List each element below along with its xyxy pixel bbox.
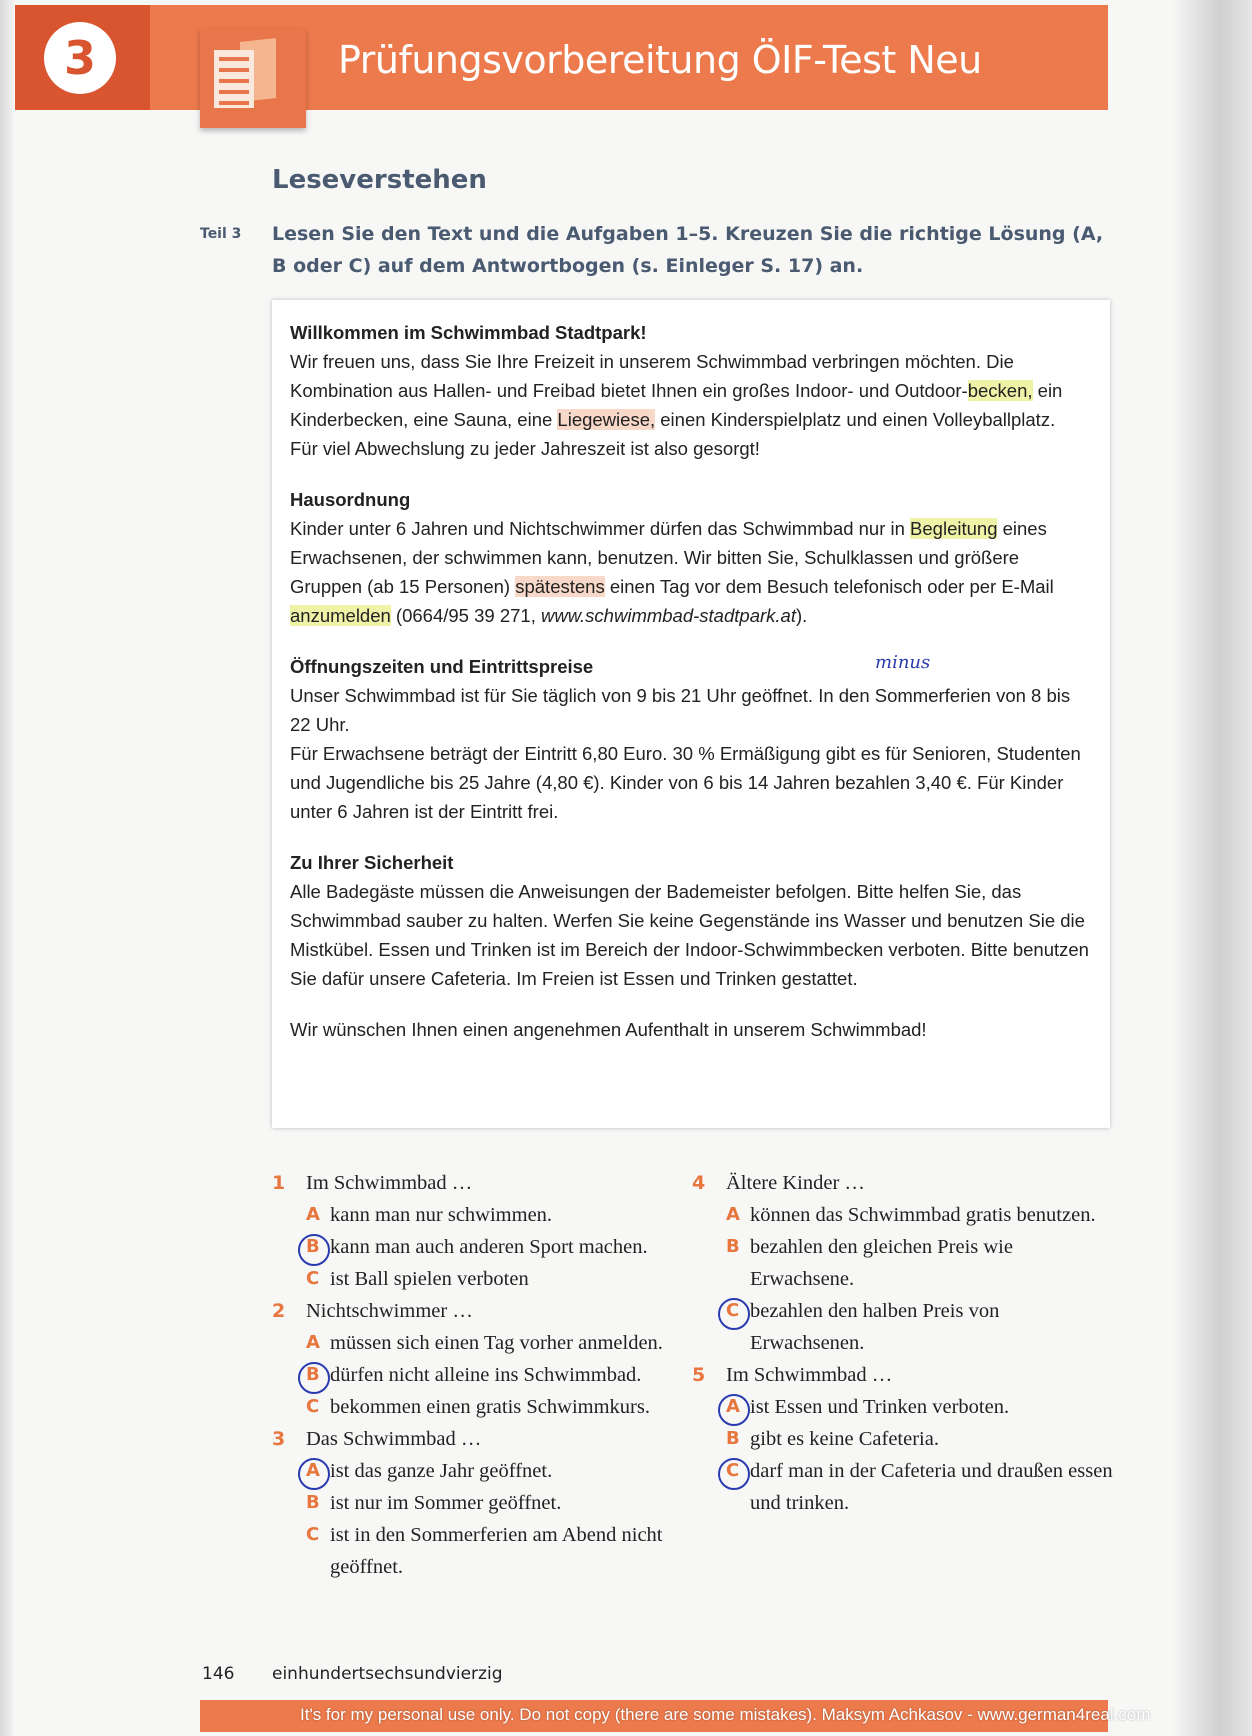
answer-text: ist Ball spielen verboten <box>330 1268 529 1290</box>
circled-answer-letter: C <box>726 1295 739 1327</box>
question-number: 2 <box>272 1300 286 1322</box>
circled-answer-letter: A <box>726 1391 740 1423</box>
answer-option[interactable] <box>306 1199 686 1231</box>
answer-text: kann man nur schwimmen. <box>330 1204 553 1226</box>
question-number: 5 <box>692 1364 706 1386</box>
questions-column-right <box>692 1167 1116 1519</box>
text-heading: Zu Ihrer Sicherheit <box>290 852 454 873</box>
answer-text: ist Essen und Trinken verboten. <box>750 1396 1010 1418</box>
answer-letter: B <box>306 1492 320 1513</box>
answer-letter: B <box>726 1236 740 1257</box>
answer-option[interactable] <box>306 1231 686 1263</box>
question-number: 3 <box>272 1428 286 1450</box>
answer-letter: C <box>306 1396 320 1417</box>
answer-text: können das Schwimmbad gratis benutzen. <box>750 1204 1096 1226</box>
question-stem: Ältere Kinder … <box>726 1172 865 1194</box>
answer-option[interactable] <box>306 1359 686 1391</box>
answer-text: bezahlen den gleichen Preis wie Erwachsene. <box>750 1236 1013 1290</box>
answer-text: bekommen einen gratis Schwimmkurs. <box>330 1396 650 1418</box>
question-item <box>692 1167 1116 1359</box>
circled-answer-letter: A <box>306 1455 320 1487</box>
chapter-number: 3 <box>44 22 116 94</box>
answer-letter: B <box>726 1428 740 1449</box>
checklist-icon <box>200 28 306 128</box>
answer-option[interactable] <box>726 1199 1116 1231</box>
question-item <box>272 1295 686 1423</box>
answer-text: ist in den Sommerferien am Abend nicht geöffnet. <box>330 1524 663 1578</box>
page-number: 146 <box>202 1664 235 1684</box>
page-gutter-shadow <box>1172 0 1252 1736</box>
section-title: Leseverstehen <box>272 165 487 195</box>
part-label: Teil 3 <box>200 226 242 242</box>
answer-text: darf man in der Cafeteria und draußen essen und trinken. <box>750 1460 1113 1514</box>
answer-letter: C <box>306 1524 320 1545</box>
answer-option[interactable] <box>306 1327 686 1359</box>
paragraph: Wir wünschen Ihnen einen angenehmen Aufenthalt in unserem Schwimmbad! <box>290 1019 927 1040</box>
question-stem: Das Schwimmbad … <box>306 1428 482 1450</box>
answer-option[interactable] <box>306 1391 686 1423</box>
answer-option[interactable] <box>726 1455 1116 1519</box>
answer-option[interactable] <box>726 1295 1116 1359</box>
question-stem: Im Schwimmbad … <box>306 1172 473 1194</box>
page-title: Prüfungsvorbereitung ÖIF-Test Neu <box>338 38 982 82</box>
answer-option[interactable] <box>726 1423 1116 1455</box>
page-edge <box>0 0 14 1736</box>
answer-option[interactable] <box>726 1391 1116 1423</box>
answer-text: dürfen nicht alleine ins Schwimmbad. <box>330 1364 642 1386</box>
answer-text: müssen sich einen Tag vorher anmelden. <box>330 1332 663 1354</box>
paragraph: Unser Schwimmbad ist für Sie täglich von 9 bis 21 Uhr geöffnet. In den Sommerferien von 8 bis 22 Uhr. Für Erwachsene beträgt der Eintritt 6,80 Euro. 30 % Ermäßigung gibt es für Senioren, Studenten und Jugendliche bis 25 Jahre (4,80 €). Kinder von 6 bis 14 Jahren bezahlen 3,40 €. Für Kinder unter 6 Jahren ist der Eintritt frei. <box>290 685 1081 822</box>
answer-text: bezahlen den halben Preis von Erwachsenen. <box>750 1300 1000 1354</box>
answer-option[interactable] <box>306 1455 686 1487</box>
answer-letter: C <box>306 1268 320 1289</box>
answer-option[interactable] <box>306 1487 686 1519</box>
circled-answer-letter: B <box>306 1359 320 1391</box>
question-stem: Nichtschwimmer … <box>306 1300 473 1322</box>
answer-option[interactable] <box>306 1519 686 1583</box>
watermark-text: It's for my personal use only. Do not copy (there are some mistakes). Maksym Achkasov - www.german4real.com <box>300 1705 1151 1724</box>
question-number: 4 <box>692 1172 706 1194</box>
answer-option[interactable] <box>306 1263 686 1295</box>
answer-letter: A <box>306 1204 320 1225</box>
paragraph: Alle Badegäste müssen die Anweisungen der Bademeister befolgen. Bitte helfen Sie, das Schwimmbad sauber zu halten. Werfen Sie keine Gegenstände ins Wasser und benutzen Sie die Mistkübel. Essen und Trinken ist im Bereich der Indoor-Schwimmbecken verboten. Bitte benutzen Sie dafür unsere Cafeteria. Im Freien ist Essen und Trinken gestattet. <box>290 881 1089 989</box>
paragraph: Kinder unter 6 Jahren und Nichtschwimmer dürfen das Schwimmbad nur in Begleitung eines Erwachsenen, der schwimmen kann, benutzen. Wir bitten Sie, Schulklassen und größere Gruppen (ab 15 Personen) spätestens einen Tag vor dem Besuch telefonisch oder per E-Mail anzumelden (0664/95 39 271, www.schwimmbad-stadtpark.at). <box>290 518 1054 626</box>
text-heading: Willkommen im Schwimmbad Stadtpark! <box>290 322 647 343</box>
instruction: Lesen Sie den Text und die Aufgaben 1–5. Kreuzen Sie die richtige Lösung (A, B oder C) auf dem Antwortbogen (s. Einleger S. 17) an. <box>272 223 1104 277</box>
website-link: www.schwimmbad-stadtpark.at <box>540 605 796 626</box>
question-item <box>692 1359 1116 1519</box>
question-item <box>272 1423 686 1583</box>
text-heading: Hausordnung <box>290 489 411 510</box>
answer-text: ist nur im Sommer geöffnet. <box>330 1492 562 1514</box>
answer-letter: A <box>306 1332 320 1353</box>
handwritten-note: minus <box>875 652 931 673</box>
answer-option[interactable] <box>726 1231 1116 1295</box>
circled-answer-letter: C <box>726 1455 739 1487</box>
questions-column-left <box>272 1167 686 1583</box>
circled-answer-letter: B <box>306 1231 320 1263</box>
answer-text: ist das ganze Jahr geöffnet. <box>330 1460 553 1482</box>
page-number-word: einhundertsechsundvierzig <box>272 1664 503 1684</box>
question-item <box>272 1167 686 1295</box>
answer-text: gibt es keine Cafeteria. <box>750 1428 939 1450</box>
question-stem: Im Schwimmbad … <box>726 1364 893 1386</box>
question-number: 1 <box>272 1172 286 1194</box>
reading-text-box <box>272 300 1110 1128</box>
paragraph: Wir freuen uns, dass Sie Ihre Freizeit in unserem Schwimmbad verbringen möchten. Die Kombination aus Hallen- und Freibad bietet Ihnen ein großes Indoor- und Outdoor-becken, ein Kinderbecken, eine Sauna, eine Liegewiese, einen Kinderspielplatz und einen Volleyballplatz. Für viel Abwechslung zu jeder Jahreszeit ist also gesorgt! <box>290 351 1063 459</box>
answer-text: kann man auch anderen Sport machen. <box>330 1236 648 1258</box>
answer-letter: A <box>726 1204 740 1225</box>
text-heading: Öffnungszeiten und Eintrittspreise <box>290 656 594 677</box>
